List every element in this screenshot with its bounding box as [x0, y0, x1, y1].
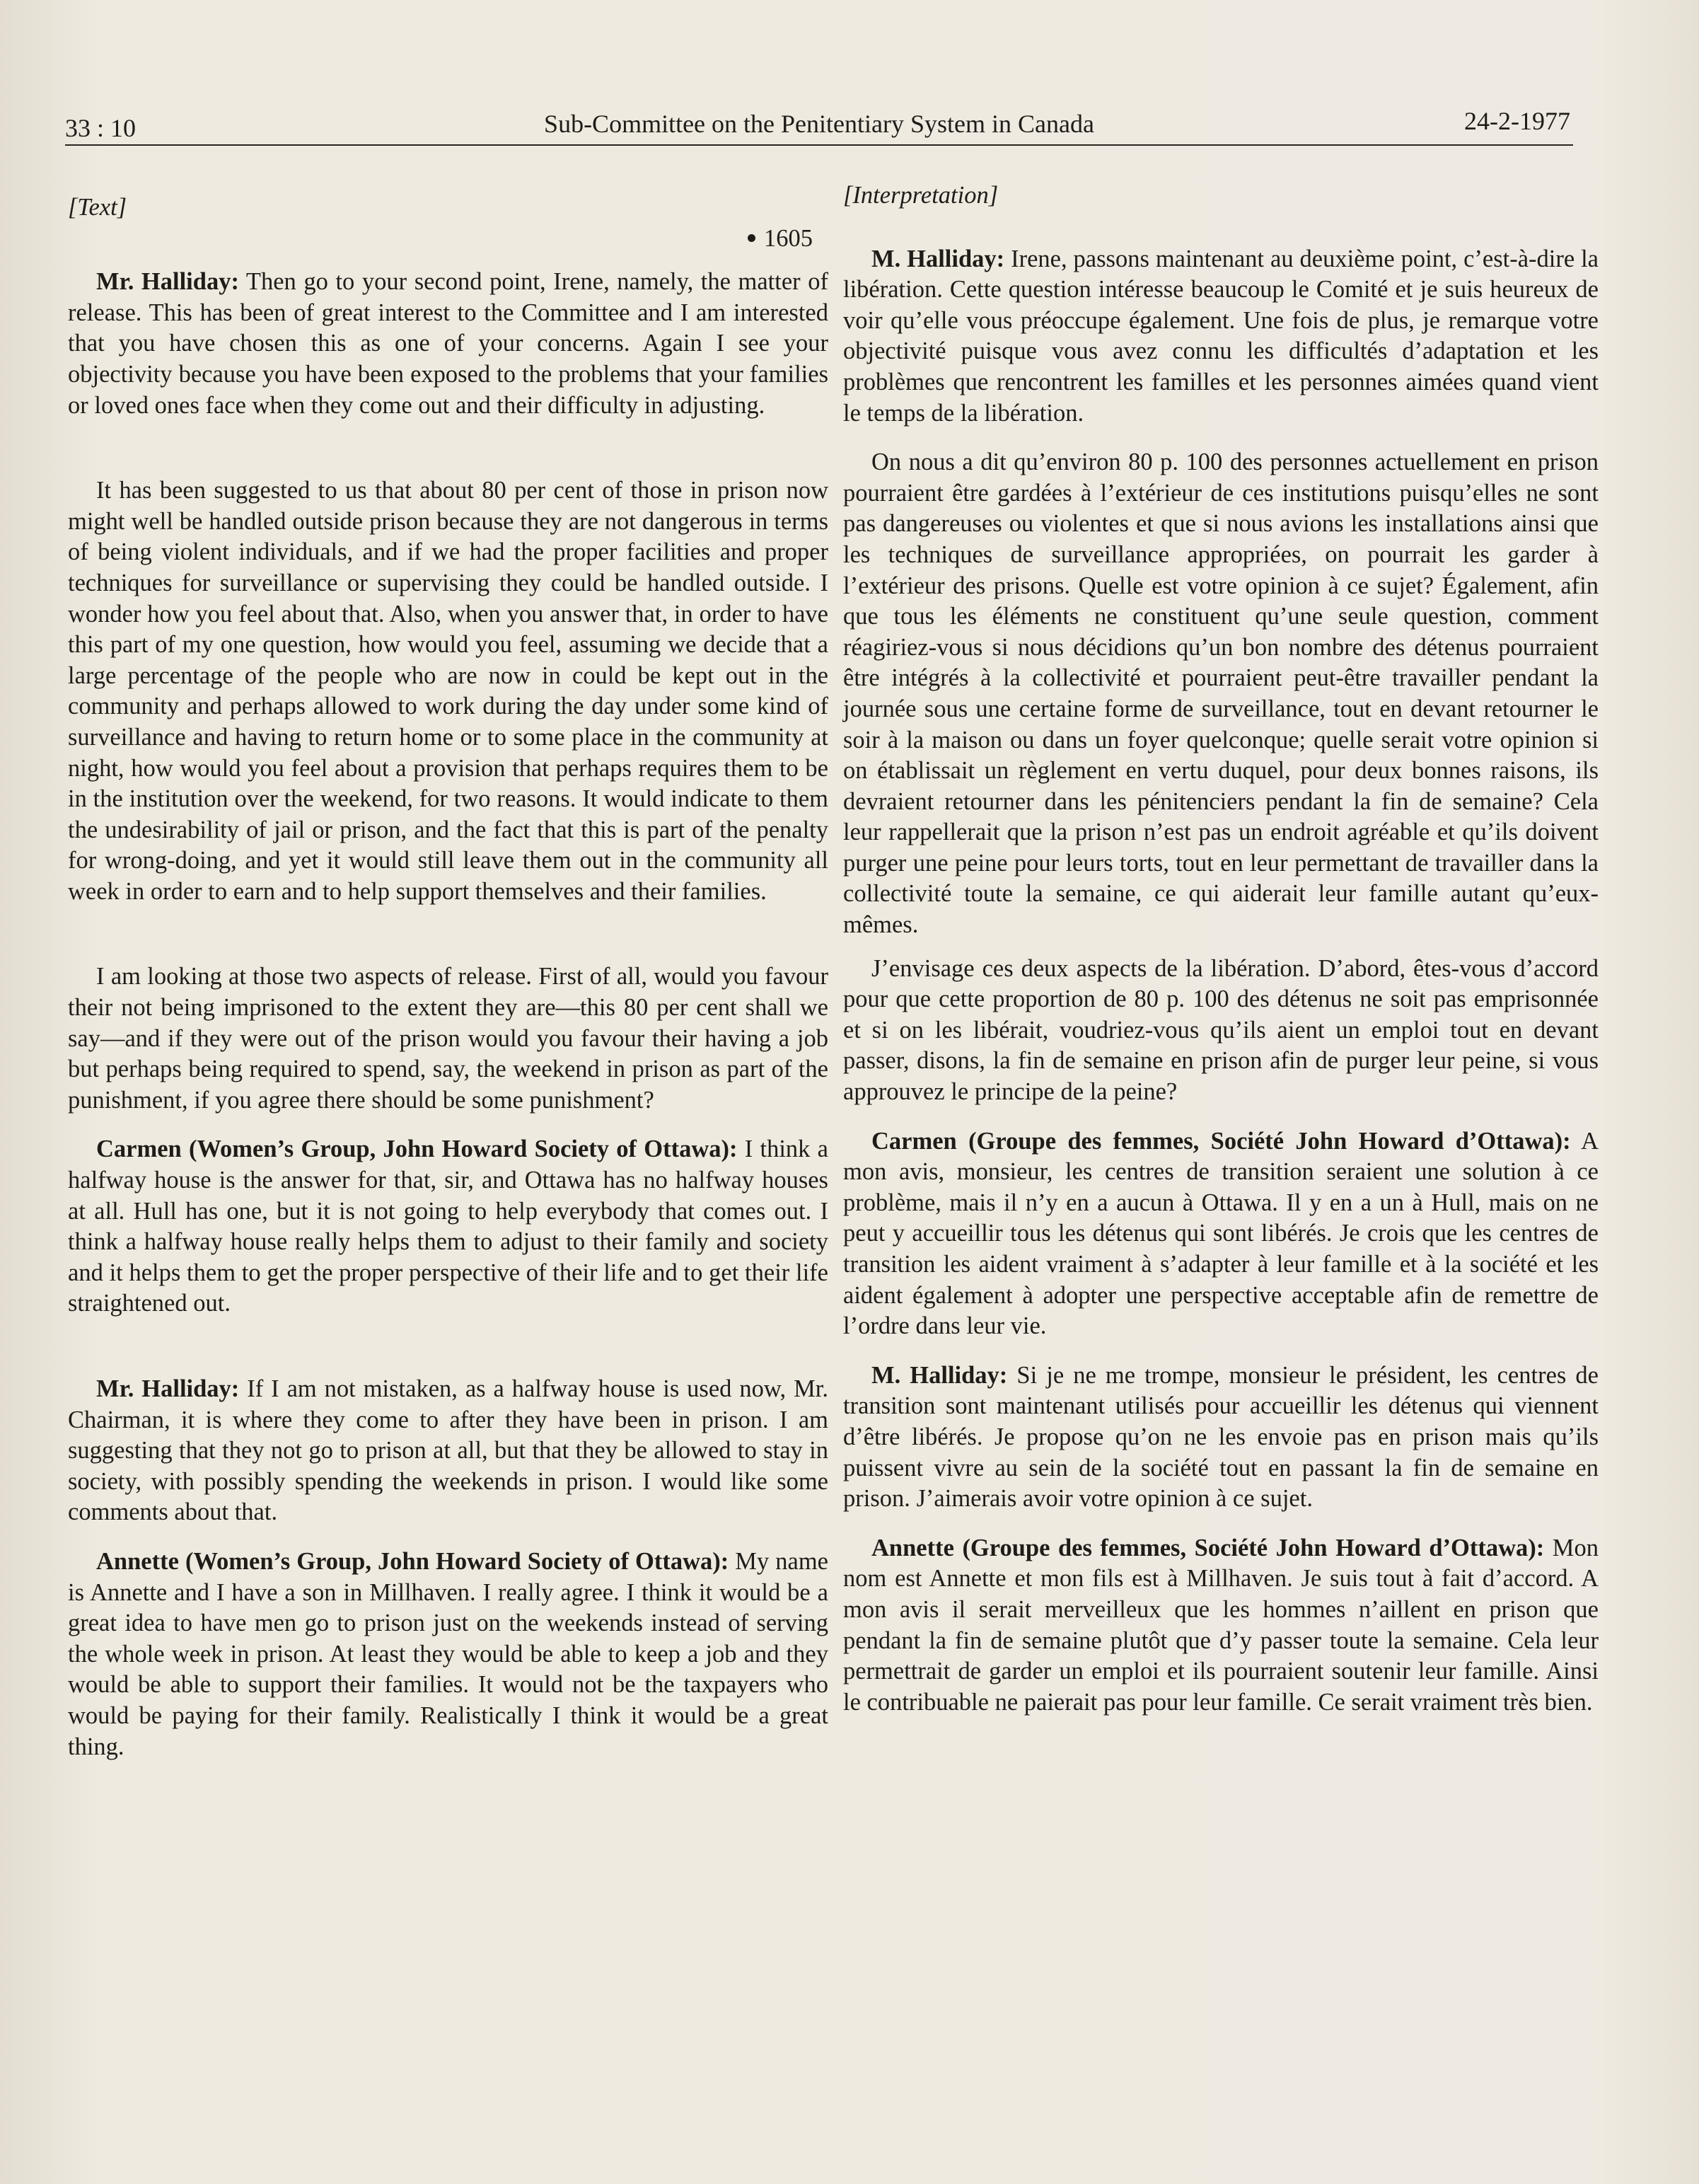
- paragraph-text: If I am not mistaken, as a halfway house is used now, Mr. Chairman, it is where they come to after they have been in prison. I am suggesting that they not go to prison at all, but that they be allowed to stay in society, with possibly spending the weekends in prison. I would like some comments about that.: [68, 1375, 828, 1526]
- speaker-name: Carmen (Groupe des femmes, Société John Howard d’Ottawa):: [871, 1127, 1571, 1155]
- speaker-name: M. Halliday:: [871, 245, 1005, 272]
- section-label-text: [Text]: [68, 194, 127, 221]
- paragraph: [68, 961, 828, 1116]
- speaker-name: Mr. Halliday:: [96, 1375, 240, 1402]
- paragraph: [68, 475, 828, 907]
- paragraph-text: I think a halfway house is the answer for that, sir, and Ottawa has no halfway houses at all. Hull has one, but it is not going to help everybody that comes out. I think a halfway house really helps them to adjust to their family and society and it helps them to get the proper perspective of their life and to get their life straightened out.: [68, 1136, 828, 1317]
- french-column: [843, 180, 1599, 1718]
- section-label-interpretation: [Interpretation]: [843, 182, 999, 209]
- paragraph-text: A mon avis, monsieur, les centres de transition seraient une solution à ce problème, mais il n’y en a aucun à Ottawa. Il y en a un à Hull, mais on ne peut y accueillir tous les détenus qui sont libérés. Je crois que les centres de transition les aident vraiment à s’adapter à leur famille et à la société et les aident également à adopter une perspective acceptable afin de remettre de l’ordre dans leur vie.: [843, 1127, 1599, 1340]
- page-number: 33 : 10: [65, 114, 137, 142]
- running-header: [65, 105, 1573, 146]
- paragraph-text: Irene, passons maintenant au deuxième point, c’est-à-dire la libération. Cette question intéresse beaucoup le Comité et je suis heureux de voir qu’elle vous préoccupe également. Une fois de plus, je remarque votre objectivité puisque vous avez connu les difficultés d’adaptation et les problèmes que rencontrent les familles et les personnes aimées quand vient le temps de la libération.: [843, 245, 1599, 427]
- paragraph-text: It has been suggested to us that about 80 per cent of those in prison now might well be handled outside prison because they are not dangerous in terms of being violent individuals, and if we had the proper facilities and proper techniques for surveillance or supervising they could be handled outside. I wonder how you feel about that. Also, when you answer that, in order to have this part of my one question, how would you feel, assuming we decide that a large percentage of the people who are now in could be kept out in the community and perhaps allowed to work during the day under some kind of surveillance and having to return home or to some place in the community at night, how would you feel about a provision that perhaps requires them to be in the institution over the weekend, for two reasons. It would indicate to them the undesirability of jail or prison, and the fact that this is part of the penalty for wrong-doing, and yet it would still leave them out in the community all week in order to earn and to help support themselves and their families.: [68, 477, 828, 905]
- header-date: 24-2-1977: [1464, 107, 1570, 135]
- header-title: Sub-Committee on the Penitentiary System in Canada: [544, 110, 1094, 138]
- paragraph: [68, 1547, 828, 1762]
- speaker-name: Mr. Halliday:: [96, 268, 239, 296]
- paragraph-text: Si je ne me trompe, monsieur le président, les centres de transition sont maintenant utilisés pour accueillir les détenus qui viennent d’être libérés. Je propose qu’on ne les envoie pas en prison mais qu’ils puissent vivre au sein de la société tout en passant la fin de semaine en prison. J’aimerais avoir votre opinion à ce sujet.: [843, 1361, 1599, 1513]
- paragraph-text: Then go to your second point, Irene, namely, the matter of release. This has been of great interest to the Committee and I am interested that you have chosen this as one of your concerns. Again I see your objectivity because you have been exposed to the problems that your families or loved ones face when they come out and their difficulty in adjusting.: [68, 268, 828, 419]
- paragraph: [843, 1126, 1599, 1342]
- paragraph: [843, 954, 1599, 1108]
- paragraph-text: I am looking at those two aspects of release. First of all, would you favour their not being imprisoned to the extent they are—this 80 per cent shall we say—and if they were out of the prison would you favour their having a job but perhaps being required to spend, say, the weekend in prison as part of the punishment, if you agree there should be some punishment?: [68, 963, 828, 1114]
- paragraph: [68, 267, 828, 421]
- paragraph: [843, 1360, 1599, 1515]
- bullet-icon: [748, 234, 755, 242]
- paragraph: [843, 1533, 1599, 1718]
- paragraph: [68, 1134, 828, 1319]
- paragraph-text: J’envisage ces deux aspects de la libération. D’abord, êtes-vous d’accord pour que cette proportion de 80 p. 100 des détenus ne soit pas emprisonnée et si on les libérait, voudriez-vous qu’ils aient un emploi tout en devant passer, disons, la fin de semaine en prison afin de purger leur peine, si vous approuvez le principe de la peine?: [843, 954, 1599, 1106]
- paragraph: [843, 244, 1599, 429]
- paragraph: [68, 1374, 828, 1528]
- paragraph: [843, 447, 1599, 941]
- speaker-name: Annette (Women’s Group, John Howard Society of Ottawa):: [96, 1547, 729, 1575]
- speaker-name: Annette (Groupe des femmes, Société John Howard d’Ottawa):: [871, 1534, 1545, 1561]
- speaker-name: M. Halliday:: [871, 1361, 1008, 1389]
- paragraph-text: My name is Annette and I have a son in Millhaven. I really agree. I think it would be a great idea to have men go to prison just on the weekends instead of serving the whole week in prison. At least they would be able to keep a job and they would be able to support their families. It would not be the taxpayers who would be paying for their family. Realistically I think it would be a great thing.: [68, 1547, 828, 1760]
- speaker-name: Carmen (Women’s Group, John Howard Society of Ottawa):: [96, 1136, 738, 1163]
- timestamp-value: 1605: [764, 224, 813, 252]
- timestamp: [68, 224, 813, 255]
- paragraph-text: On nous a dit qu’environ 80 p. 100 des personnes actuellement en prison pourraient être gardées à l’extérieur de ces institutions puisqu’elles ne sont pas dangereuses ou violentes et que si nous avions les installations ainsi que les techniques de surveillance appropriées, on pourrait les garder à l’extérieur des prisons. Quelle est votre opinion à ce sujet? Également, afin que tous les éléments ne constituent qu’une seule question, comment réagiriez-vous si nous décidions qu’un bon nombre des détenus pourraient être intégrés à la collectivité et pourraient peut-être travailler pendant la journée sous une certaine forme de surveillance, tout en devant retourner le soir à la maison ou dans un foyer quelconque; quelle serait votre opinion si on établissait un règlement en vertu duquel, pour deux bonnes raisons, ils devraient retourner dans les pénitenciers pendant la fin de semaine? Cela leur rappellerait que la prison n’est pas un endroit agréable et qu’ils doivent purger une peine pour leurs torts, tout en leur permettant de travailler dans la collectivité toute la semaine, ce qui aiderait leur famille autant qu’eux-mêmes.: [843, 449, 1599, 939]
- paragraph-text: Mon nom est Annette et mon fils est à Millhaven. Je suis tout à fait d’accord. A mon avis il serait merveilleux que les hommes n’aillent en prison que pendant la fin de semaine plutôt que d’y passer toute la semaine. Cela leur permettrait de garder un emploi et ils pourraient soutenir leur famille. Ainsi le contribuable ne paierait pas pour leur famille. Ce serait vraiment très bien.: [843, 1534, 1599, 1716]
- english-column: [68, 192, 828, 1762]
